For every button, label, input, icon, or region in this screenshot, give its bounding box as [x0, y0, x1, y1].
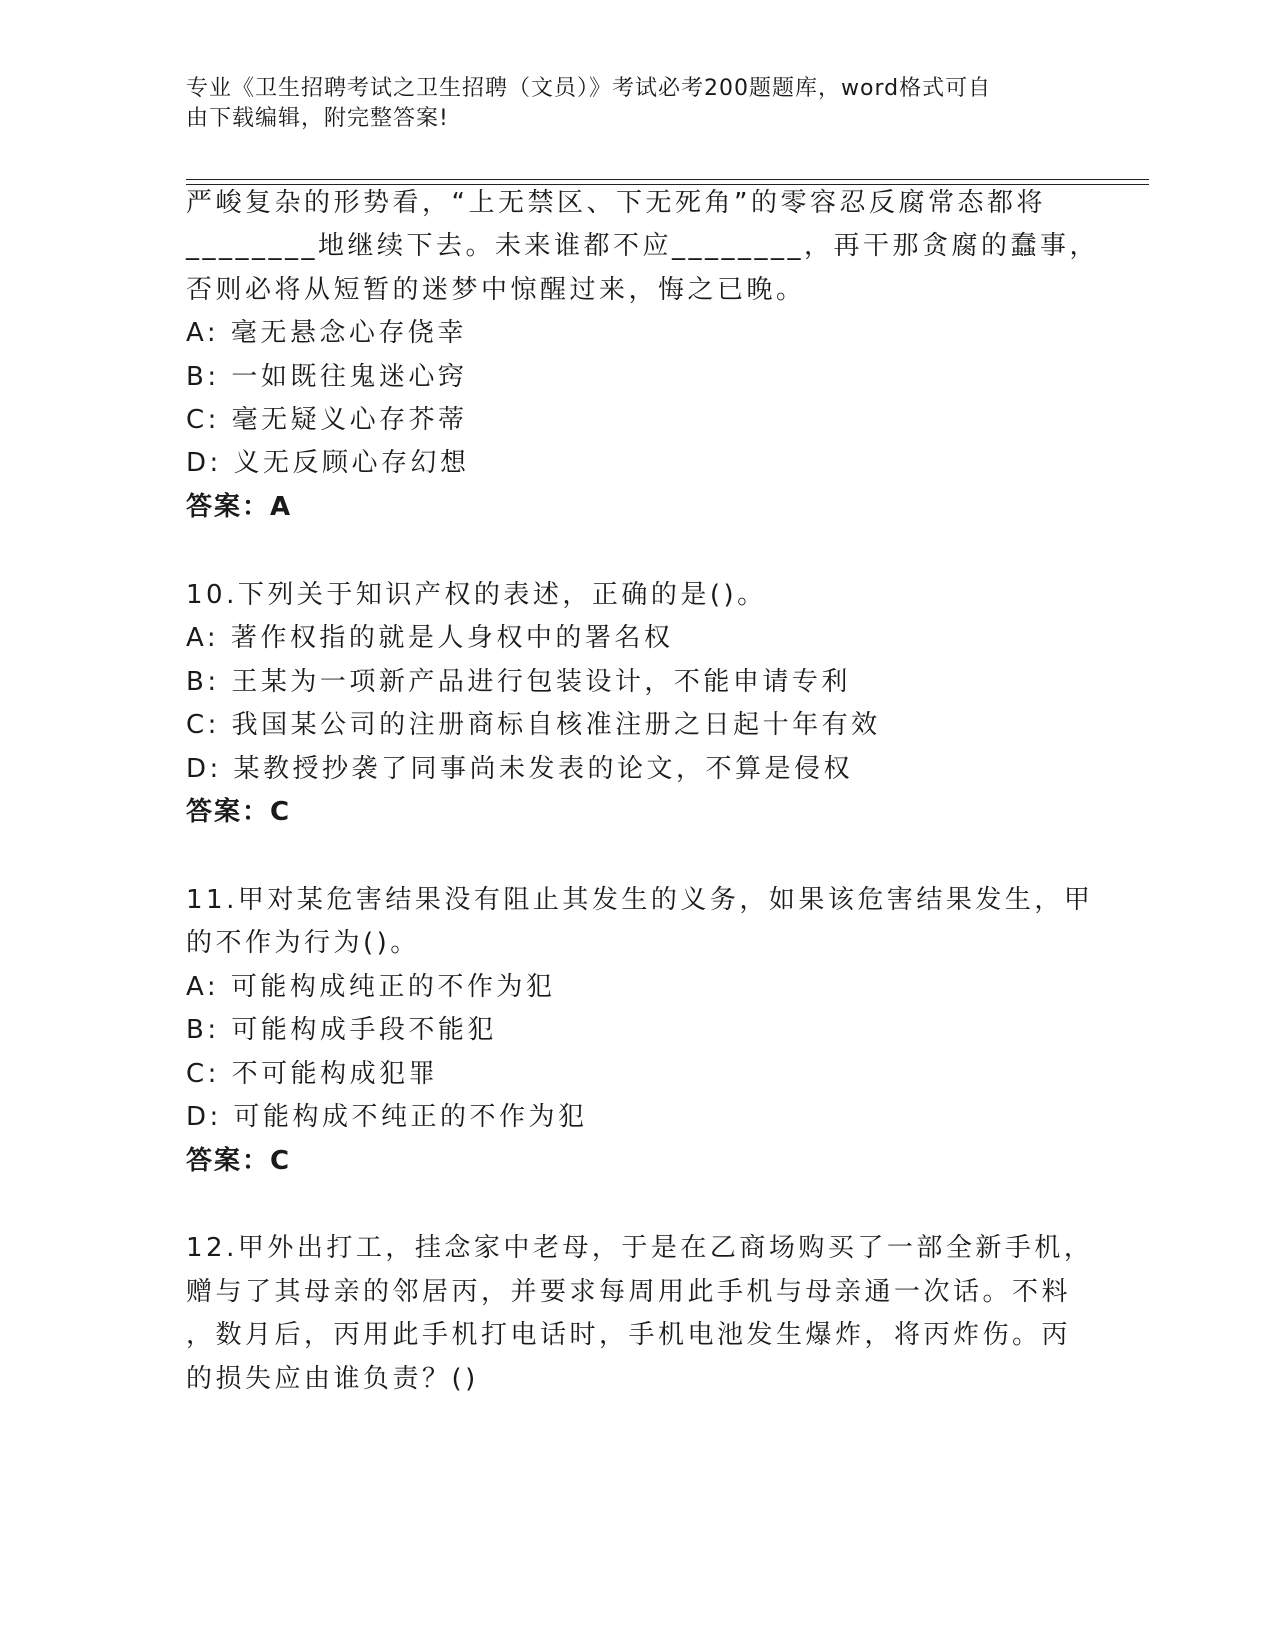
- q11-answer: 答案：C: [186, 1146, 292, 1176]
- q9-option-d: D: 义无反顾心存幻想: [186, 448, 470, 478]
- q11-option-c: C: 不可能构成犯罪: [186, 1059, 439, 1089]
- q10-stem-line-1: 10.下列关于知识产权的表述，正确的是()。: [186, 580, 767, 610]
- header-rule-top: [186, 179, 1149, 180]
- header-line-1: 专业《卫生招聘考试之卫生招聘（文员）》考试必考200题题库，word格式可自: [186, 76, 992, 101]
- q9-answer: 答案：A: [186, 492, 293, 522]
- q11-stem-line-2: 的不作为行为()。: [186, 928, 420, 958]
- q12-stem-line-4: 的损失应由谁负责？(): [186, 1364, 479, 1394]
- q12-stem-line-2: 赠与了其母亲的邻居丙，并要求每周用此手机与母亲通一次话。不料: [186, 1277, 1072, 1307]
- q12-stem-line-1: 12.甲外出打工，挂念家中老母，于是在乙商场购买了一部全新手机，: [186, 1233, 1094, 1263]
- q9-option-b: B: 一如既往鬼迷心窍: [186, 362, 468, 392]
- q11-option-d: D: 可能构成不纯正的不作为犯: [186, 1102, 588, 1132]
- q9-option-c: C: 毫无疑义心存芥蒂: [186, 405, 468, 435]
- q9-stem-line-1: 严峻复杂的形势看，“上无禁区、下无死角”的零容忍反腐常态都将: [186, 188, 1046, 218]
- header-line-2: 由下载编辑，附完整答案!: [186, 106, 449, 131]
- q12-stem-line-3: ，数月后，丙用此手机打电话时，手机电池发生爆炸，将丙炸伤。丙: [186, 1320, 1072, 1350]
- q11-stem-line-1: 11.甲对某危害结果没有阻止其发生的义务，如果该危害结果发生，甲: [186, 885, 1094, 915]
- header-rule-bottom: [186, 184, 1149, 185]
- q10-answer: 答案：C: [186, 797, 292, 827]
- q9-stem-line-3: 否则必将从短暂的迷梦中惊醒过来，悔之已晚。: [186, 275, 806, 305]
- q11-option-b: B: 可能构成手段不能犯: [186, 1015, 497, 1045]
- q10-option-d: D: 某教授抄袭了同事尚未发表的论文，不算是侵权: [186, 754, 854, 784]
- q10-option-c: C: 我国某公司的注册商标自核准注册之日起十年有效: [186, 710, 881, 740]
- q9-option-a: A: 毫无悬念心存侥幸: [186, 318, 467, 348]
- q9-stem-line-2: ________地继续下去。未来谁都不应________，再干那贪腐的蠢事，: [186, 231, 1100, 261]
- q10-option-b: B: 王某为一项新产品进行包装设计，不能申请专利: [186, 667, 851, 697]
- q10-option-a: A: 著作权指的就是人身权中的署名权: [186, 623, 674, 653]
- q11-option-a: A: 可能构成纯正的不作为犯: [186, 972, 556, 1002]
- document-header: [186, 74, 1066, 134]
